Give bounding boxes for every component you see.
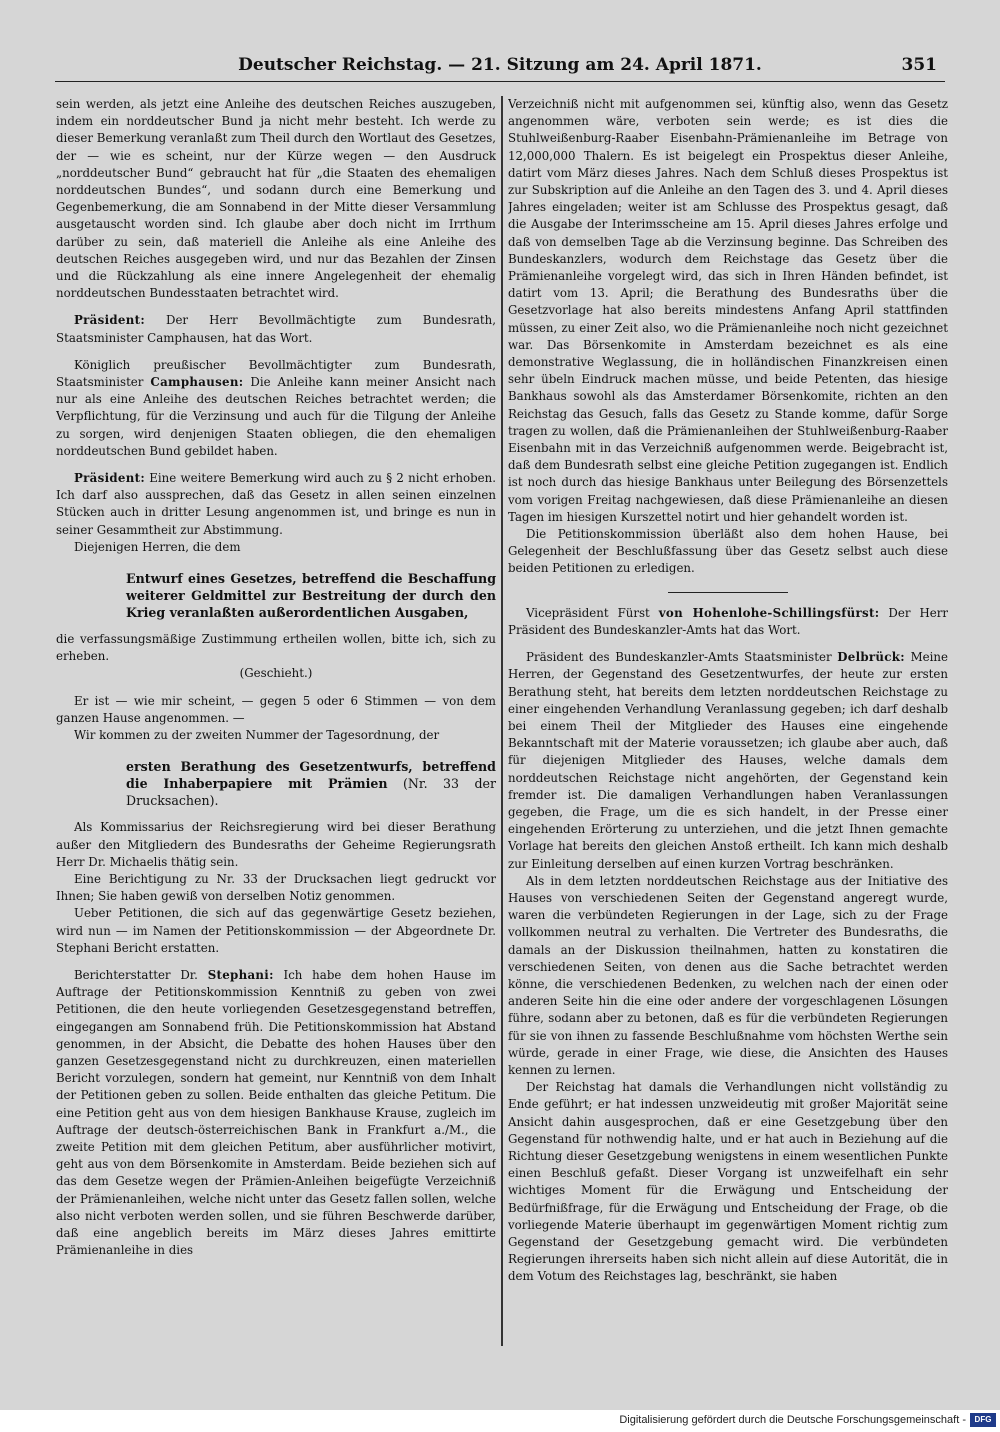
paragraph: Ueber Petitionen, die sich auf das gegenwärtige Gesetz beziehen, wird nun — im Namen der Petitionskommission — der Abgeordnete Dr. Stephani Bericht erstatten. [56,906,496,955]
paragraph: Er ist — wie mir scheint, — gegen 5 oder 6 Stimmen — von dem ganzen Hause angenommen. — [56,693,496,725]
bill-title-bold: ersten Berathung des Gesetzentwurfs, betreffend die Inhaberpapiere mit Prämien [126,759,496,792]
paragraph: Als Kommissarius der Reichsregierung wird bei dieser Berathung außer den Mitgliedern des Bundesraths der Geheime Regierungsrath Herr Dr. Michaelis thätig sein. [56,820,496,869]
running-header [55,55,945,82]
paragraph [56,312,496,346]
paragraph [508,605,948,639]
page-number: 351 [901,55,937,75]
paragraph: Eine Berichtigung zu Nr. 33 der Drucksachen liegt gedruckt vor Ihnen; Sie haben gewiß von derselben Notiz genommen. [56,871,496,904]
paragraph: Die Petitionskommission überläßt also dem hohen Hause, bei Gelegenheit der Beschlußfassung über das Gesetz selbst auch diese beiden Petitionen zu erledigen. [508,527,948,576]
paragraph [56,470,496,539]
speaker-title: Präsident des Bundeskanzler-Amts Staatsminister [526,650,838,665]
speaker-title: Königlich preußischer Bevollmächtigter zum Bundesrath, Staatsminister [56,357,496,390]
paragraph: Verzeichniß nicht mit aufgenommen sei, künftig also, wenn das Gesetz angenommen wäre, verboten sein werde; es ist dies die Stuhlweißenburg-Raaber Eisenbahn-Prämienanleihe im Betrage von 12,000,000 Thalern. Es ist beigelegt ein Prospektus dieser Anleihe, datirt vom März dieses Jahres. Nach dem Schluß dieses Prospektus ist zur Subskription auf die Anleihe an den Tagen des 3. und 4. April dieses Jahres eingeladen; weiter ist am Schlusse des Prospektus gesagt, daß die Ausgabe der Interimsscheine am 15. April dieses Jahres erfolge und daß von demselben Tage ab die Verzinsung beginne. Das Schreiben des Bundeskanzlers, wodurch dem Reichstage das Gesetz über die Prämienanleihe vorgelegt wird, das sich in Ihren Händen befindet, ist datirt vom 13. April; die Berathung des Bundesraths über die Gesetzvorlage hat also bereits mindestens Anfang April stattfinden müssen, zu einer Zeit also, wo die Prämienanleihe noch nicht gezeichnet war. Das Börsenkomite in Amsterdam bezeichnet es als eine demonstrative Weglassung, die in holländischen Finanzkreisen einen sehr übeln Eindruck machen müsse, und beide Petenten, das hiesige Bankhaus sowohl als das Amsterdamer Börsenkomite, richten an den Reichstag das Gesuch, falls das Gesetz zu Stande komme, dafür Sorge tragen zu wollen, daß die Prämienanleihen der Stuhlweißenburg-Raaber Eisenbahn mit in das Verzeichniß aufgenommen werde. Beigebracht ist, daß dem Bundesrath selbst eine gleiche Petition zugegangen ist. Endlich ist noch durch das hiesige Bankhaus unter Beilegung des Börsenzettels vom vorigen Freitag nachgewiesen, daß diese Prämienanleihe an diesen Tagen im hiesigen Kurszettel notirt und hier gehandelt worden ist. [508,97,948,524]
speaker-name: Delbrück: [837,650,905,665]
bill-reference: (Nr. 33 der Drucksachen). [126,776,496,809]
speech-text: Die Anleihe kann meiner Ansicht nach nur als eine Anleihe des deutschen Reiches betrachtet werden; die Verpflichtung, für die Verzinsung und auch für die Tilgung der Anleihe zu sorgen, wird denjenigen Staaten obliegen, die den ehemaligen norddeutschen Bund gebildet haben. [56,375,496,458]
speaker-name: Präsident: [74,471,145,486]
digitization-footer [0,1410,1000,1432]
paragraph: Als in dem letzten norddeutschen Reichstage aus der Initiative des Hauses von verschiedenen Seiten der Gegenstand angeregt wurde, waren die verbündeten Regierungen in der Lage, sich zu der Frage vollkommen neutral zu verhalten. Die Vertreter des Bundesraths, die damals an der Diskussion theilnahmen, hatten zu konstatiren die verschiedenen Seiten, von denen aus die Sache betrachtet werden könne, die verschiedenen Bedenken, zu welchen nach der einen oder anderen Seite hin die eine oder andere der vorgeschlagenen Lösungen führe, sodann aber zu betonen, daß es für die verbündeten Regierungen für sie von ihnen zu fassende Beschlußnahme vom höchsten Werthe sein würde, gerade in einer Frage, wie diese, die Ansichten des Hauses kennen zu lernen. [508,873,948,1077]
dfg-logo-icon: DFG [970,1413,996,1427]
header-title: Deutscher Reichstag. — 21. Sitzung am 24. April 1871. [238,55,762,75]
bill-title [56,758,496,809]
stage-direction: (Geschieht.) [239,666,313,681]
speaker-name: von Hohenlohe-Schillingsfürst: [658,605,880,620]
paragraph: Diejenigen Herren, die dem [74,539,241,554]
speaker-title: Vicepräsident Fürst [526,605,659,620]
speech-text: Ich habe dem hohen Hause im Auftrage der Petitionskommission Kenntniß zu geben von zwei Petitionen, die den heute vorliegenden Gesetzesgegenstand betreffen, eingegangen am Sonnabend früh. Die Petitionskommission hat Abstand genommen, in der Absicht, die Debatte des hohen Hauses über den ganzen Gesetzesgegenstand nicht zu durchkreuzen, einen materiellen Bericht vorzulegen, sondern hat gemeint, nur Kenntniß von dem Inhalt der Petitionen geben zu sollen. Beide enthalten das gleiche Petitum. Die eine Petition geht aus von dem hiesigen Bankhause Krause, zugleich im Auftrage der deutsch-österreichischen Bank in Frankfurt a./M., die zweite Petition mit dem gleichen Petitum, aber ausführlicher motivirt, geht aus von dem Börsenkomite in Amsterdam. Beide beziehen sich auf das dem Gesetze wegen der Prämien-Anleihen beigefügte Verzeichniß der Prämienanleihen, welche nicht unter das Gesetz fallen sollen, welche also nicht verboten werden sollen, und sie führen Beschwerde darüber, daß eine angeblich bereits im März dieses Jahres emittirte Prämienanleihe in dies [56,967,496,1258]
speech-text: Der Herr Präsident des Bundeskanzler-Amts hat das Wort. [508,605,948,637]
paragraph: sein werden, als jetzt eine Anleihe des deutschen Reiches auszugeben, indem ein norddeutscher Bund ja nicht mehr besteht. Ich werde zu dieser Bemerkung veranlaßt zum Theil durch den Wortlaut des Gesetzes, der — wie es scheint, nur der Kürze wegen — den Ausdruck „norddeutscher Bund“ gebraucht hat für „die Staaten des ehemaligen norddeutschen Bundes“, und sodann durch eine Bemerkung und Gegenbemerkung, die am Sonnabend in der Mitte dieser Versammlung ausgetauscht worden sind. Ich glaube aber doch nicht im Irrthum darüber zu sein, daß materiell die Anleihe als eine Anleihe des deutschen Reiches ausgegeben wird, und nur das Bezahlen der Zinsen und die Rückzahlung als eine innere Angelegenheit der ehemalig norddeutschen Bundesstaaten betrachtet wird. [56,97,496,301]
paragraph [508,649,948,873]
paragraph: Wir kommen zu der zweiten Nummer der Tagesordnung, der [74,728,440,743]
speaker-title: Berichterstatter Dr. [74,967,208,982]
speaker-name: Camphausen: [150,375,244,390]
speech-text: Der Herr Bevollmächtigte zum Bundesrath, Staatsminister Camphausen, hat das Wort. [56,313,496,345]
bill-title: Entwurf eines Gesetzes, betreffend die Beschaffung weiterer Geldmittel zur Bestreitung der durch den Krieg veranlaßten außerordentlichen Ausgaben, [126,571,496,621]
paragraph: Der Reichstag hat damals die Verhandlungen nicht vollständig zu Ende geführt; er hat indessen unzweideutig mit großer Majorität seine Ansicht dahin ausgesprochen, daß er eine Gesetzgebung über den Gegenstand für nothwendig halte, und er hat auch in Beziehung auf die Richtung dieser Gesetzgebung wenigstens in einem wesentlichen Punkte einen Beschluß gefaßt. Dieser Vorgang ist unzweifelhaft ein sehr wichtiges Moment für die Erwägung und Entscheidung der Bedürfnißfrage, für die Erwägung und Entscheidung der Frage, ob die vorliegende Materie überhaupt im gegenwärtigen Moment richtig zum Gegenstand der Gesetzgebung gemacht wird. Die verbündeten Regierungen ihrerseits haben sich nicht allein auf diese Autorität, die in dem Votum des Reichstages lag, beschränkt, sie haben [508,1080,948,1284]
column-divider [501,96,503,1346]
paragraph [56,967,496,1259]
speaker-name: Präsident: [74,313,145,328]
section-rule [668,592,788,593]
speaker-name: Stephani: [207,967,274,982]
paragraph: die verfassungsmäßige Zustimmung ertheilen wollen, bitte ich, sich zu erheben. [56,632,496,664]
speech-text: Meine Herren, der Gegenstand des Gesetzentwurfes, der heute zur ersten Berathung steht, hat bereits dem letzten norddeutschen Reichstage zu einer eingehenden Verhandlung Veranlassung gegeben; ich darf deshalb bei einem Theil der Mitglieder des Hauses eine eingehende Bekanntschaft mit der Materie voraussetzen; ich glaube aber auch, daß für diejenigen Mitglieder des Hauses, welche damals dem norddeutschen Reichstage nicht angehörten, der Gegenstand kein fremder ist. Die damaligen Verhandlungen haben Veranlassungen gegeben, die Frage, um die es sich handelt, in der Presse einer eingehenden Erörterung zu unterziehen, und die jetzt Ihnen gemachte Vorlage hat bereits den gleichen Anstoß ertheilt. Ich kann mich deshalb zur Einleitung derselben auf einen kurzen Vortrag beschränken. [508,650,948,871]
funding-note: Digitalisierung gefördert durch die Deutsche Forschungsgemeinschaft - [619,1414,966,1426]
left-column [56,96,496,1344]
right-column [508,96,948,1344]
speech-text: Eine weitere Bemerkung wird auch zu § 2 nicht erhoben. Ich darf also aussprechen, daß das Gesetz in allen seinen einzelnen Stücken auch in dritter Lesung angenommen ist, und bringe es nun in seiner Gesammtheit zur Abstimmung. [56,471,496,537]
paragraph [56,357,496,460]
